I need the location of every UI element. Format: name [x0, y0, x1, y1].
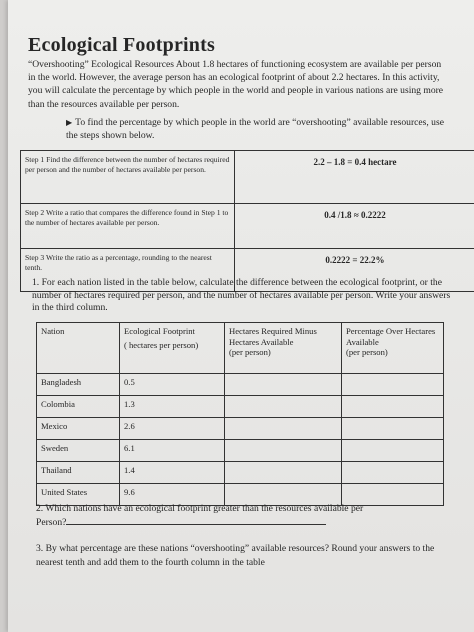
worksheet-page: [8, 0, 474, 632]
step-description: Step 1 Find the difference between the number of hectares required per person and the number of hectares available per person.: [21, 151, 235, 204]
answer-blank-line[interactable]: [66, 515, 326, 525]
instruction-bullet: [66, 116, 446, 143]
cell-difference[interactable]: [225, 374, 342, 396]
cell-percentage[interactable]: [342, 462, 444, 484]
nation-table: [36, 322, 444, 506]
cell-difference[interactable]: [225, 396, 342, 418]
triangle-right-icon: ▶: [66, 118, 73, 127]
cell-difference[interactable]: [225, 440, 342, 462]
cell-nation: Sweden: [37, 440, 120, 462]
table-header-row: [37, 323, 444, 374]
cell-nation: Thailand: [37, 462, 120, 484]
cell-percentage[interactable]: [342, 440, 444, 462]
question-1: 1. For each nation listed in the table below, calculate the difference between the ecological footprint, or the number of hectares required per person, and the number of hectares available per person. Write your answers in the third column.: [32, 277, 451, 314]
table-row: [37, 374, 444, 396]
cell-percentage[interactable]: [342, 374, 444, 396]
cell-percentage[interactable]: [342, 418, 444, 440]
table-row: [37, 396, 444, 418]
step-answer: 0.2222 = 22.2%: [235, 249, 474, 292]
table-row: [37, 418, 444, 440]
steps-table: [20, 150, 474, 292]
question-3: 3. By what percentage are these nations “overshooting” available resources? Round your answers to the nearest tenth and add them to the fourth column in the table: [36, 543, 435, 568]
step-row: [21, 151, 474, 204]
cell-nation: Bangladesh: [37, 374, 120, 396]
header-footprint: Ecological Footprint ( hectares per person): [120, 323, 225, 374]
cell-percentage[interactable]: [342, 396, 444, 418]
question-2-line2: Person?: [36, 517, 67, 529]
cell-footprint: 9.6: [120, 484, 225, 506]
step-description: Step 2 Write a ratio that compares the difference found in Step 1 to the number of hectares available per person.: [21, 204, 235, 249]
question-2: [36, 502, 456, 530]
cell-nation: United States: [37, 484, 120, 506]
table-row: [37, 462, 444, 484]
cell-footprint: 1.3: [120, 396, 225, 418]
cell-footprint: 0.5: [120, 374, 225, 396]
step-answer: 2.2 – 1.8 = 0.4 hectare: [235, 151, 474, 204]
header-difference: Hectares Required Minus Hectares Available (per person): [225, 323, 342, 374]
step-description: Step 3 Write the ratio as a percentage, rounding to the nearest tenth.: [21, 249, 235, 292]
step-row: [21, 204, 474, 249]
cell-footprint: 1.4: [120, 462, 225, 484]
cell-footprint: 2.6: [120, 418, 225, 440]
cell-difference[interactable]: [225, 462, 342, 484]
cell-footprint: 6.1: [120, 440, 225, 462]
instruction-text: To find the percentage by which people in the world are “overshooting” available resources, use the steps shown below.: [66, 117, 444, 142]
step-answer: 0.4 /1.8 ≈ 0.2222: [235, 204, 474, 249]
cell-nation: Colombia: [37, 396, 120, 418]
page-title: Ecological Footprints: [28, 34, 215, 56]
header-percentage: Percentage Over Hectares Available (per person): [342, 323, 444, 374]
question-2-line1: 2. Which nations have an ecological footprint greater than the resources available per: [36, 503, 364, 514]
cell-difference[interactable]: [225, 418, 342, 440]
header-nation: Nation: [37, 323, 120, 374]
table-row: [37, 440, 444, 462]
intro-paragraph: “Overshooting” Ecological Resources About 1.8 hectares of functioning ecosystem are available per person in the world. However, the average person has an ecological footprint of about 2.2 hectares. In this activity, you will calculate the percentage by which people in the world and people in various nations are using more than the resources available per person.: [28, 59, 444, 110]
cell-nation: Mexico: [37, 418, 120, 440]
